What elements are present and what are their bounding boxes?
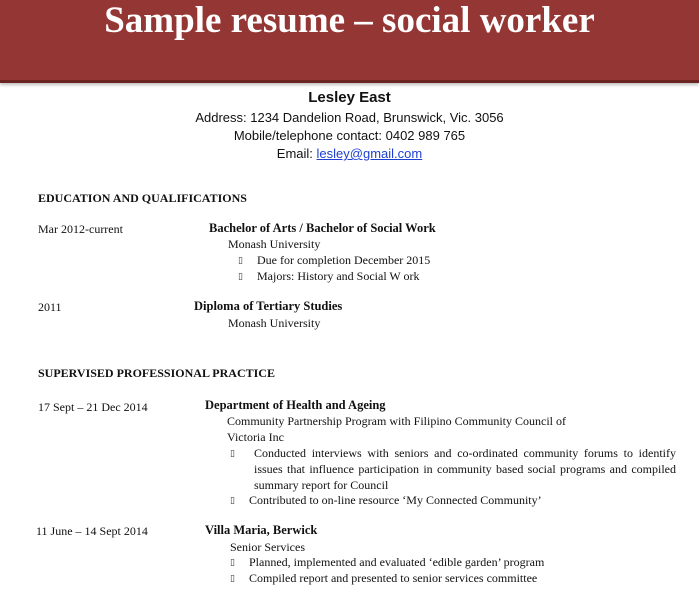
prac-2-bullet-2: Compiled report and presented to senior services committee (249, 571, 538, 585)
prac-1-bullet-2: Contributed to on-line resource ‘My Connected Community’ (249, 493, 542, 507)
education-heading: EDUCATION AND QUALIFICATIONS (38, 191, 247, 205)
edu-2-date: 2011 (38, 300, 62, 314)
edu-1-bullet-1: Due for completion December 2015 (257, 253, 431, 267)
prac-2-title: Villa Maria, Berwick (205, 523, 318, 537)
bullet-icon: ▯ (238, 255, 243, 265)
phone: Mobile/telephone contact: 0402 989 765 (233, 128, 466, 143)
prac-2-bullet-1: Planned, implemented and evaluated ‘edible garden’ program (249, 555, 545, 569)
bullet-icon: ▯ (230, 573, 235, 583)
bullet-icon: ▯ (230, 448, 235, 458)
bullet-icon: ▯ (238, 271, 243, 281)
edu-2-title: Diploma of Tertiary Studies (194, 299, 343, 313)
candidate-name: Lesley East (308, 89, 391, 106)
edu-2-org: Monash University (228, 316, 321, 330)
prac-2-date: 11 June – 14 Sept 2014 (36, 524, 148, 538)
prac-1-title: Department of Health and Ageing (205, 398, 386, 412)
prac-2-org: Senior Services (230, 540, 305, 554)
address: Address: 1234 Dandelion Road, Brunswick, Vic. 3056 (195, 110, 504, 125)
email-label: Email: (276, 146, 317, 161)
edu-1-bullet-2: Majors: History and Social W ork (257, 269, 420, 283)
prac-1-org-line2: Victoria Inc (227, 430, 284, 444)
prac-1-date: 17 Sept – 21 Dec 2014 (38, 400, 148, 414)
bullet-icon: ▯ (230, 495, 235, 505)
practice-heading: SUPERVISED PROFESSIONAL PRACTICE (38, 366, 275, 380)
bullet-icon: ▯ (230, 557, 235, 567)
title-banner (0, 0, 699, 83)
email-link[interactable]: lesley@gmail.com (316, 146, 423, 161)
edu-1-date: Mar 2012-current (38, 222, 123, 236)
prac-1-bullet-1: Conducted interviews with seniors and co-ordinated community forums to identify issues that influence participation in community based social programs and compiled summary report for Council (254, 446, 676, 492)
edu-1-org: Monash University (228, 237, 321, 251)
page-title: Sample resume – social worker (104, 0, 595, 41)
prac-1-org-line1: Community Partnership Program with Filipino Community Council of (227, 414, 566, 428)
email-line (0, 146, 699, 161)
edu-1-title: Bachelor of Arts / Bachelor of Social Work (209, 221, 436, 235)
